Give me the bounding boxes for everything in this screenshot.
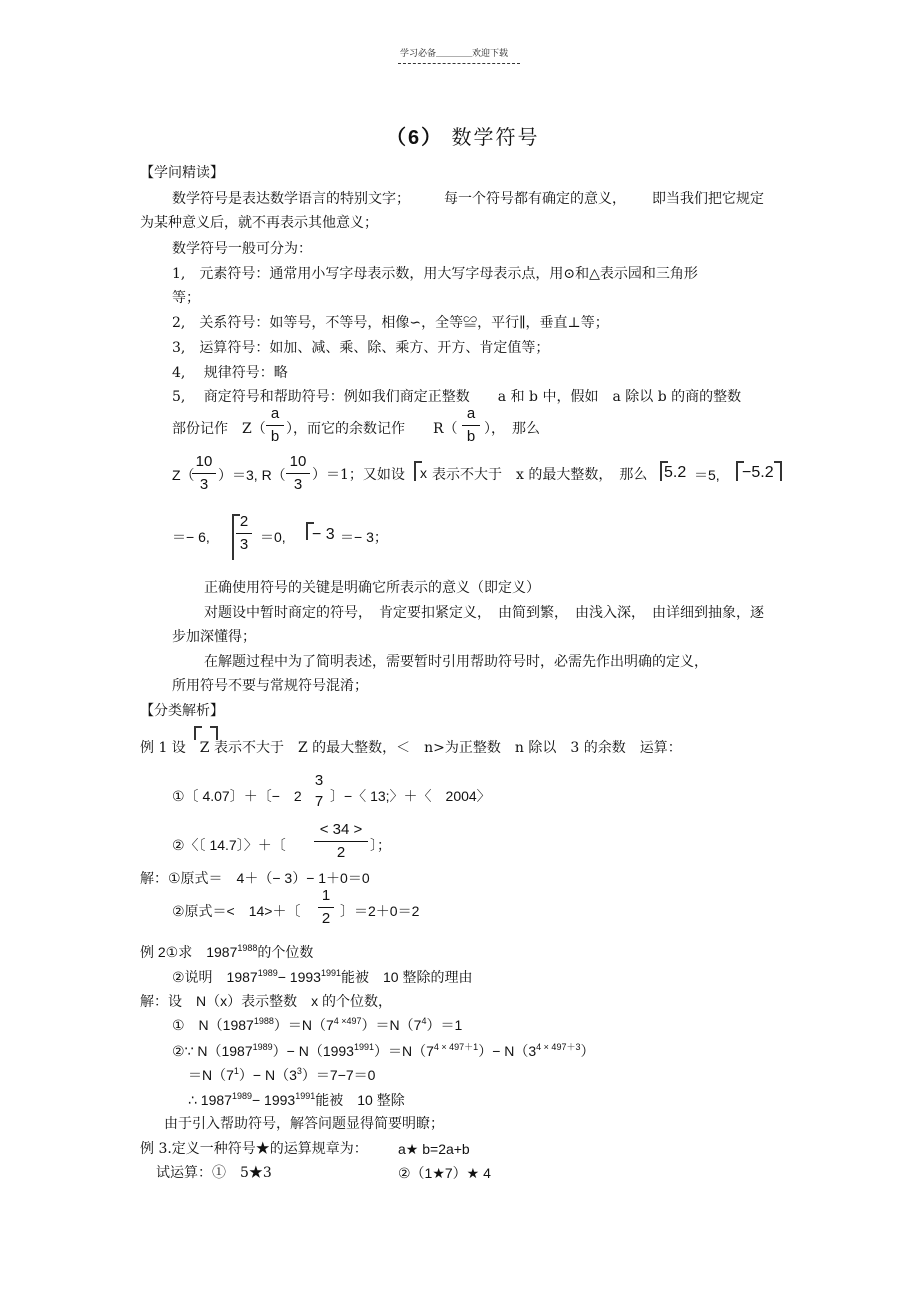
val-neg3: − 3 (312, 526, 335, 543)
step3-exp2: 3 (296, 1066, 302, 1076)
fraction-den: 3 (239, 536, 249, 553)
fraction-bar (286, 473, 310, 474)
fraction-den: 3 (199, 476, 209, 493)
section-analysis: 【分类解析】 (140, 703, 224, 719)
section-knowledge: 【学问精读】 (140, 165, 224, 181)
item-5: 5, 商定符号和帮助符号：例如我们商定正整数 a 和 b 中，假如 a 除以 b 的商的整数 (172, 389, 742, 405)
page-title (386, 124, 539, 151)
ex1-q2-part1: ②〈〔 14.7〕〉＋〔 (172, 837, 286, 853)
step3-c: ）＝7−7＝0 (301, 1067, 376, 1083)
ex1-q1-part2: 〕−〈 13;〉＋〈 2004〉 (330, 788, 491, 804)
ex2-step2 (172, 1042, 594, 1060)
floor-desc: 表示不大于 x 的最大整数， 那么 (432, 467, 648, 483)
ex3-question: 例 3.定义一种符号★的运算规章为： (140, 1141, 368, 1157)
fraction-a-over-b (266, 404, 284, 447)
step1-b: ）＝N（7 (273, 1017, 334, 1033)
fraction-den: 2 (336, 844, 346, 861)
step3-a: ＝N（7 (188, 1067, 234, 1083)
step2-exp3: 4 × 497＋1 (433, 1042, 479, 1052)
ex2-step1 (172, 1016, 462, 1034)
fraction-bar (314, 841, 368, 842)
step2-exp4: 4 × 497＋3 (536, 1042, 581, 1052)
val-neg-5-2: −5.2 (742, 464, 774, 481)
z-eq3: ）＝3, R（ (218, 467, 286, 483)
step4-c: 能被 10 整除 (315, 1092, 405, 1108)
step4-exp2: 1991 (295, 1091, 316, 1101)
z-open: Z（ (172, 467, 195, 483)
val-5-2: 5.2 (664, 464, 687, 481)
step2-a: ②∵ N（1987 (172, 1043, 253, 1059)
fraction-num: < 34 > (319, 821, 363, 838)
para2: 数学符号一般可分为： (172, 241, 312, 257)
ex2-q2-text: ②说明 1987 (172, 969, 258, 985)
item-1: 1, 元素符号：通常用小写字母表示数，用大写字母表示点，用⊙和△表示园和三角形 (172, 266, 698, 282)
step1-d: ）＝1 (426, 1017, 463, 1033)
fraction-1-over-2 (318, 886, 334, 929)
header-divider (398, 63, 520, 64)
fraction-num: a (270, 405, 280, 422)
ex1-solution-1: 解：①原式＝ 4＋（− 3）− 1＋0＝0 (140, 870, 370, 886)
page-header: 学习必备＿＿＿＿欢迎下载 (400, 49, 509, 59)
fraction-10-over-3 (192, 452, 216, 495)
ex2-step4 (188, 1091, 405, 1109)
para1-part1: 数学符号是表达数学语言的特别文字； (172, 191, 410, 207)
step1-exp2: 4 ×497 (333, 1016, 362, 1026)
fraction-34-over-2 (314, 820, 368, 863)
para1-part3: 即当我们把它规定 (652, 191, 764, 207)
def-part2: ），而它的余数记作 R（ (286, 421, 458, 437)
ex2-solution: 解：设 N（x）表示整数 x 的个位数， (140, 993, 392, 1009)
ex3-try1: 试运算：① 5★3 (156, 1165, 272, 1181)
ex2-q2-minus: − 1993 (277, 969, 321, 985)
step3-exp: 1 (233, 1066, 239, 1076)
note-3: 在解题过程中为了简明表述，需要暂时引用帮助符号时，必需先作出明确的定义， (204, 654, 708, 670)
eq-zero: ＝0, (260, 529, 286, 545)
note-2-cont: 步加深懂得； (172, 629, 256, 645)
ex2-q2-exp2: 1991 (320, 968, 341, 978)
step1-exp: 1988 (253, 1016, 274, 1026)
para1-line2: 为某种意义后，就不再表示其他意义； (140, 215, 378, 231)
fraction-den: b (270, 428, 280, 445)
note-1: 正确使用符号的关键是明确它所表示的意义（即定义） (204, 580, 540, 596)
ex2-q2 (172, 968, 472, 986)
fraction-a-over-b-2 (462, 404, 480, 447)
fraction-den: 7 (314, 793, 324, 810)
step2-c: ）＝N（7 (374, 1043, 434, 1059)
fraction-bar (236, 533, 252, 534)
note-2: 对题设中暂时商定的符号， 肯定要扣紧定义， 由简到繁， 由浅入深， 由详细到抽象，逐 (204, 605, 764, 621)
step1-a: ① N（1987 (172, 1017, 254, 1033)
fraction-den: 2 (321, 910, 331, 927)
ex3-rule: a★ b=2a+b (398, 1141, 470, 1157)
ex2-q1-text: 例 2①求 1987 (140, 944, 238, 960)
fraction-bar (462, 425, 480, 426)
fraction-num: 1 (321, 887, 331, 904)
step2-b: ）− N（1993 (272, 1043, 354, 1059)
fraction-den: b (466, 428, 476, 445)
def-part1: 部份记作 Z（ (172, 421, 266, 437)
fraction-num: 3 (314, 772, 324, 789)
ex2-step3 (188, 1066, 375, 1084)
fraction-num: 10 (195, 453, 213, 470)
ex3-try2: ②（1★7）★ 4 (398, 1165, 491, 1181)
fraction-2-over-3 (236, 512, 252, 555)
eq-5: ＝5, (694, 467, 720, 483)
title-text: 数学符号 (451, 125, 540, 149)
step4-exp: 1989 (231, 1091, 252, 1101)
note-3-cont: 所用符号不要与常规符号混淆； (172, 678, 368, 694)
fraction-bar (192, 473, 216, 474)
ex2-q2-exp1: 1989 (257, 968, 278, 978)
step2-e: ） (580, 1043, 595, 1059)
item-1-cont: 等； (172, 290, 200, 306)
step2-exp: 1989 (252, 1042, 273, 1052)
fraction-num: 2 (239, 513, 249, 530)
para1-part2: 每一个符号都有确定的意义， (444, 191, 626, 207)
r-eq1: ）＝1；又如设 (312, 467, 405, 483)
step4-b: − 1993 (251, 1092, 296, 1108)
ex2-q1 (140, 943, 313, 961)
fraction-num: a (466, 405, 476, 422)
ex1-solution-2-part1: ②原式＝< 14>＋〔 (172, 903, 301, 919)
fraction-bar (318, 907, 334, 908)
step1-exp3: 4 (421, 1016, 427, 1026)
item-4: 4, 规律符号：略 (172, 365, 288, 381)
floor-bracket-z-right (210, 726, 218, 740)
ex2-q2-tail: 能被 10 整除的理由 (340, 969, 473, 985)
eq-neg6: ＝− 6, (172, 529, 210, 545)
def-part3: ）， 那么 (484, 421, 540, 437)
ex1-q2-part2: 〕； (370, 837, 391, 853)
item-2: 2, 关系符号：如等号，不等号，相像∽，全等≌，平行∥，垂直⊥等； (172, 315, 609, 331)
ex2-q1-exp: 1988 (237, 943, 258, 953)
ex1-q1-part1: ①〔 4.07〕＋〔− 2 (172, 788, 302, 804)
step2-exp2: 1991 (353, 1042, 374, 1052)
ex1-solution-2-part2: 〕＝2＋0＝2 (340, 903, 420, 919)
floor-bracket-3-right (774, 461, 782, 481)
ex2-note: 由于引入帮助符号，解答问题显得简要明瞭； (164, 1116, 444, 1132)
ex2-q1-tail: 的个位数 (257, 944, 314, 960)
fraction-den: 3 (293, 476, 303, 493)
item-3: 3, 运算符号：如加、减、乘、除、乘方、开方、肯定值等； (172, 340, 550, 356)
fraction-10-over-3-2 (286, 452, 310, 495)
floor-bracket-z (194, 726, 202, 740)
fraction-bar (266, 425, 284, 426)
step4-a: ∴ 1987 (188, 1092, 232, 1108)
step3-b: ）− N（3 (238, 1067, 297, 1083)
fraction-3-over-7 (312, 771, 326, 812)
ex1-question: 例 1 设 Z 表示不大于 Z 的最大整数，＜ n>为正整数 n 除以 3 的余数 运算： (140, 740, 682, 756)
step1-c: ）＝N（7 (361, 1017, 422, 1033)
step2-d: ）− N（3 (478, 1043, 537, 1059)
eq-neg3: ＝− 3； (340, 529, 388, 545)
title-number: （6） (386, 127, 444, 149)
fraction-num: 10 (289, 453, 307, 470)
var-x: x (420, 465, 427, 481)
